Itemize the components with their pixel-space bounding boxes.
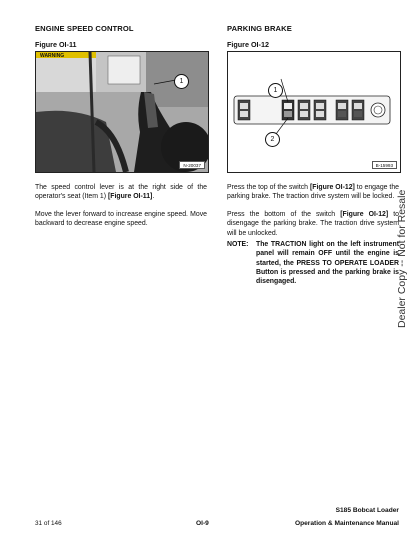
switch-panel-illustration [228,52,400,172]
figure-oi-12-callout-2: 2 [265,132,280,147]
figure-oi-11-photo [35,51,209,173]
parking-brake-paragraph-1: Press the top of the switch [Figure OI-12] to engage the parking brake. The traction drive system will be locked. [227,184,400,201]
engine-speed-paragraph-1: The speed control lever is at the right side of the operator's seat (Item 1) [Figure OI-11]. [35,184,207,201]
figure-oi-12-id: B-15993 [372,161,397,169]
figure-oi-12-diagram [227,51,401,173]
dealer-copy-watermark: Dealer Copy -- Not for Resale [396,189,408,328]
speed-lever-photo [36,52,208,172]
parking-brake-paragraph-2: Press the bottom of the switch [Figure OI-12] to disengage the parking brake. The traction drive system will be unlocked. [227,211,399,237]
section-heading-engine-speed: ENGINE SPEED CONTROL [35,24,134,33]
section-heading-parking-brake: PARKING BRAKE [227,24,292,33]
engine-speed-paragraph-2: Move the lever forward to increase engine speed. Move backward to decrease engine speed. [35,211,207,228]
figure-title-oi-12: Figure OI-12 [227,40,269,49]
figure-oi-11-callout-1: 1 [174,74,189,89]
page-count: 31 of 146 [35,520,62,527]
note-text: The TRACTION light on the left instrument panel will remain OFF until the engine is started, the PRESS TO OPERATE LOADER Button is pressed and the parking brake is disengaged. [256,241,399,286]
warning-decal-label: WARNING [40,53,65,59]
page-number: OI-9 [196,520,209,527]
footer-model: S185 Bobcat Loader [335,507,399,514]
figure-oi-12-callout-1: 1 [268,83,283,98]
figure-oi-11-id: N-20037 [179,161,205,169]
note-label: NOTE: [227,241,249,248]
footer-manual-title: Operation & Maintenance Manual [294,520,399,527]
figure-title-oi-11: Figure OI-11 [35,40,77,49]
